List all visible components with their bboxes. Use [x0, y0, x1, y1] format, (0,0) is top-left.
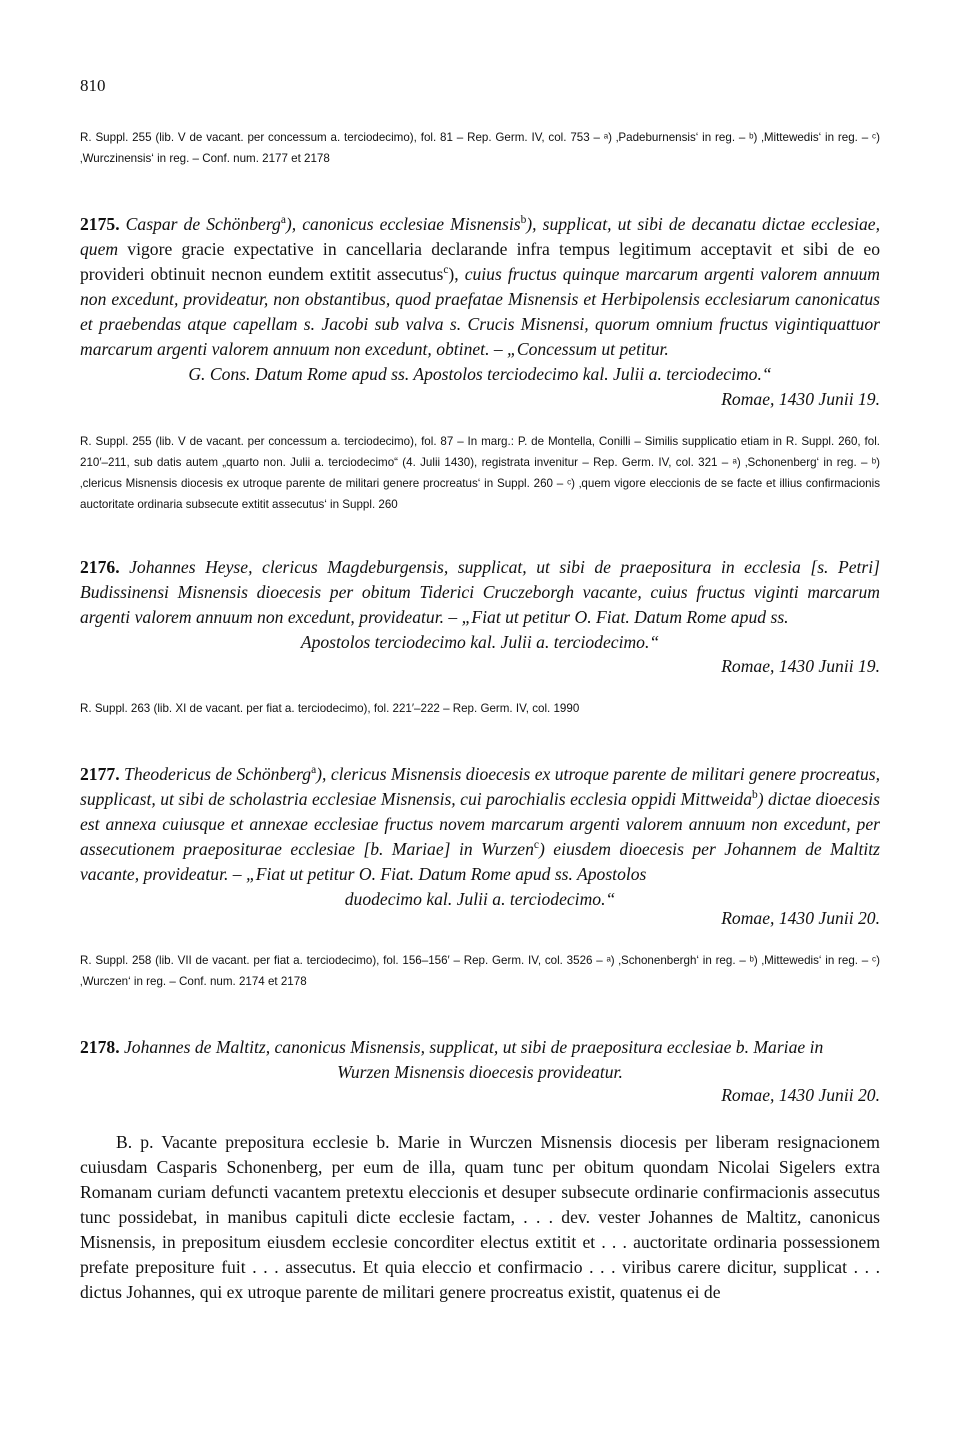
footnote-marker: b: [752, 789, 758, 802]
footnote-2176: R. Suppl. 263 (lib. XI de vacant. per fiat a. terciodecimo), fol. 221′–222 – Rep. Germ. IV, col. 1990: [80, 702, 580, 715]
entry-2175: [80, 212, 880, 387]
entry-number: 2175.: [80, 214, 120, 234]
footnote-marker: c: [533, 839, 539, 852]
entry-date: Romae, 1430 Junii 19.: [721, 656, 880, 676]
entry-text: ) dictae dioecesis est annexa cuiusque et annexae ecclesiae fructus novem marcarum argenti valorem annuum non excedunt, per assecutionem praepositurae ecclesiae [b. Mariae] in Wurzen: [80, 789, 880, 859]
entry-date: Romae, 1430 Junii 20.: [721, 908, 880, 928]
entry-date: Romae, 1430 Junii 20.: [721, 1085, 880, 1105]
footnote-marker: a: [311, 764, 317, 777]
entry-number: 2176.: [80, 557, 120, 577]
entry-2178: [80, 1035, 880, 1085]
entry-closing: G. Cons. Datum Rome apud ss. Apostolos terciodecimo kal. Julii a. terciodecimo.“: [188, 364, 772, 384]
entry-date: Romae, 1430 Junii 19.: [721, 389, 880, 409]
entry-text: ) eiusdem dioecesis per Johannem de Maltitz vacante, provideatur. – „Fiat ut petitur O. Fiat. Datum Rome apud ss. Apostolos: [80, 839, 880, 884]
page-number: 810: [80, 76, 106, 95]
footnote-marker: a: [280, 214, 286, 227]
entry-text: ), supplicat, ut sibi de decanatu dictae ecclesiae, quem: [80, 214, 880, 259]
entry-closing: Wurzen Misnensis dioecesis provideatur.: [337, 1062, 623, 1082]
entry-closing: duodecimo kal. Julii a. terciodecimo.“: [344, 889, 616, 909]
entry-closing: Apostolos terciodecimo kal. Julii a. terciodecimo.“: [300, 632, 660, 652]
footnote-marker: c: [443, 264, 449, 277]
entry-2176: [80, 555, 880, 655]
footnote-2177: R. Suppl. 258 (lib. VII de vacant. per fiat a. terciodecimo), fol. 156–156′ – Rep. Germ. IV, col. 3526 – ᵃ) ‚Schonenbergh‘ in reg. – ᵇ) ‚Mittewedis‘ in reg. – ᶜ) ‚Wurczen‘ in reg. – Conf. num. 2174 et 2178: [80, 954, 880, 988]
entry-text: Johannes Heyse, clericus Magdeburgensis, supplicat, ut sibi de praepositura in ecclesia [s. Petri] Budissinensi Misnensis dioecesis per obitum Tiderici Cruczeborgh vacante, cuius fructus viginti marcarum argenti valorem annuum non excedunt, provideatur. – „Fiat ut petitur O. Fiat. Datum Rome apud ss.: [80, 557, 880, 627]
entry-text: ), clericus Misnensis dioecesis ex utroque parente de militari genere procreatus, supplicast, ut sibi de scholastria ecclesiae Misnensis, cui parochialis ecclesia oppidi Mittweida: [80, 764, 880, 809]
entry-number: 2178.: [80, 1037, 120, 1057]
entry-text: cuius fructus quinque marcarum argenti valorem annuum non excedunt, provideatur, non obstantibus, quod praefatae Misnensis et Herbipolensis ecclesiarum canonicatus et praebendas atque capellam s. Jacobi sub valva s. Crucis Misnensi, quorum omnium fructus vigintiquattuor marcarum argenti valorem annuum non excedunt, obtinet. – „Concessum ut petitur.: [80, 264, 881, 359]
entry-text: Caspar de Schönberg: [125, 214, 281, 234]
entry-text: vigore gracie expectative in cancellaria declarande infra tempus legitimum acceptavit et sibi de eo provideri obtinuit necnon eundem extitit assecutus: [80, 239, 880, 284]
entry-text: Johannes de Maltitz, canonicus Misnensis, supplicat, ut sibi de praepositura ecclesiae b. Mariae in: [124, 1037, 824, 1057]
body-paragraph: B. p. Vacante prepositura ecclesie b. Marie in Wurczen Misnensis diocesis per liberam resignacionem cuiusdam Casparis Schonenberg, per eum de illa, quam tunc per obitum quondam Nicolai Sigelers extra Romanam curiam defuncti vacantem pretextu eleccionis et desuper subsecute ordinarie confirmacionis assecutus tunc possidebat, in manibus capituli dicte ecclesie factam, . . . dev. vester Johannes de Maltitz, canonicus Misnensis, in prepositum eiusdem ecclesie concorditer electus extitit et . . . auctoritate ordinaria possessionem prefate prepositure fuit . . . assecutus. Et quia eleccio et confirmacio . . . viribus carere dicitur, supplicat . . . dictus Johannes, qui ex utroque parente de militari genere procreatus existit, quatenus ei de: [80, 1132, 880, 1302]
entry-2177: [80, 762, 880, 912]
entry-text: Theodericus de Schönberg: [124, 764, 312, 784]
entry-text: ), canonicus ecclesiae Misnensis: [285, 214, 521, 234]
footnote-2174: R. Suppl. 255 (lib. V de vacant. per concessum a. terciodecimo), fol. 81 – Rep. Germ. IV, col. 753 – ᵃ) ‚Padeburnensis‘ in reg. – ᵇ) ‚Mittewedis‘ in reg. – ᶜ) ‚Wurczinensis‘ in reg. – Conf. num. 2177 et 2178: [80, 131, 880, 165]
entry-number: 2177.: [80, 764, 120, 784]
footnote-marker: b: [520, 214, 527, 227]
footnote-2175: R. Suppl. 255 (lib. V de vacant. per concessum a. terciodecimo), fol. 87 – In marg.: P. de Montella, Conilli – Similis supplicatio etiam in R. Suppl. 260, fol. 210′–211, sub datis autem „quarto non. Julii a. terciodecimo“ (4. Julii 1430), registrata invenitur – Rep. Germ. IV, col. 321 – ᵃ) ‚Schonenberg‘ in reg. – ᵇ) ‚clericus Misnensis diocesis ex utroque parente de militari genere procreatus‘ in Suppl. 260 – ᶜ) ‚quem vigore eleccionis de se facte et illius confirmacionis auctoritate ordinaria subsecute extitit assecutus‘ in Suppl. 260: [80, 435, 880, 511]
entry-text: ),: [448, 264, 465, 284]
